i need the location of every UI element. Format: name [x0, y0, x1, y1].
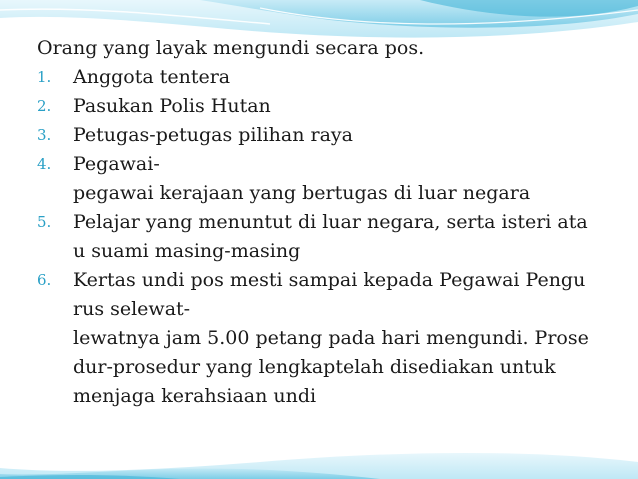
- slide-intro-heading: Orang yang layak mengundi secara pos.: [37, 37, 425, 59]
- list-item: [37, 266, 617, 411]
- list-item-text: Pelajar yang menuntut di luar negara, serta isteri ata u suami masing-masing: [73, 211, 588, 262]
- list-item: [37, 121, 617, 150]
- bullet-list: [37, 63, 617, 411]
- list-item-text: Pasukan Polis Hutan: [73, 95, 271, 117]
- list-item-number: 2.: [37, 97, 52, 115]
- list-item-text: Kertas undi pos mesti sampai kepada Pegawai Pengu rus selewat- lewatnya jam 5.00 petang pada hari mengundi. Prose dur-prosedur yang lengkaptelah disediakan untuk menjaga kerahsiaan undi: [73, 269, 589, 407]
- list-item-number: 4.: [37, 155, 52, 173]
- list-item-number: 1.: [37, 68, 52, 86]
- list-item-text: Pegawai- pegawai kerajaan yang bertugas di luar negara: [73, 153, 531, 204]
- list-item: [37, 63, 617, 92]
- list-item-text: Petugas-petugas pilihan raya: [73, 124, 353, 146]
- list-item-number: 3.: [37, 126, 52, 144]
- list-item-number: 6.: [37, 271, 52, 289]
- list-item-number: 5.: [37, 213, 52, 231]
- list-item-text: Anggota tentera: [73, 66, 231, 88]
- list-item: [37, 92, 617, 121]
- list-item: [37, 150, 617, 208]
- list-item: [37, 208, 617, 266]
